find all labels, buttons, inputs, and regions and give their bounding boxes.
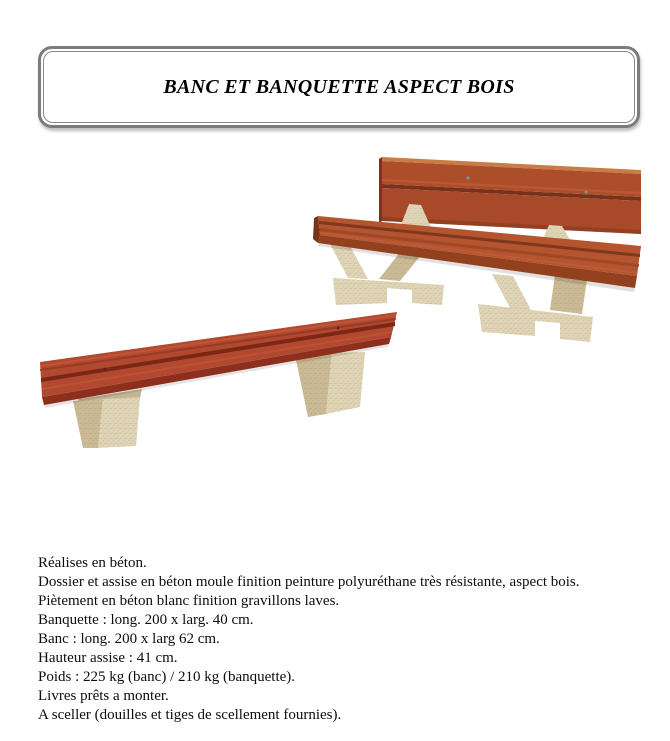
description-line: Dossier et assise en béton moule finition peinture polyuréthane très résistante, aspect bois. [38,574,580,590]
description-line: Poids : 225 kg (banc) / 210 kg (banquette). [38,669,296,685]
product-photo-svg [30,142,660,482]
product-description [38,554,638,725]
screw-head [584,190,588,194]
screw-head [466,176,470,180]
banquette-leg-left [73,397,140,448]
banquette-illustration [40,312,397,448]
screw-head [104,368,107,371]
banquette-leg-right [295,352,365,417]
description-line: A sceller (douilles et tiges de scellement fournies). [38,707,342,723]
description-line: Banc : long. 200 x larg 62 cm. [38,631,220,647]
description-line: Livres prêts a monter. [38,688,169,704]
description-line: Piètement en béton blanc finition gravillons laves. [38,593,340,609]
description-line: Banquette : long. 200 x larg. 40 cm. [38,612,254,628]
product-photo [30,142,660,482]
banc-illustration [313,157,641,342]
title-box [38,46,640,128]
description-line: Réalises en béton. [38,555,147,571]
page-title: BANC ET BANQUETTE ASPECT BOIS [163,75,515,98]
title-box-inner-border [43,51,635,123]
screw-head [337,327,340,330]
description-line: Hauteur assise : 41 cm. [38,650,178,666]
